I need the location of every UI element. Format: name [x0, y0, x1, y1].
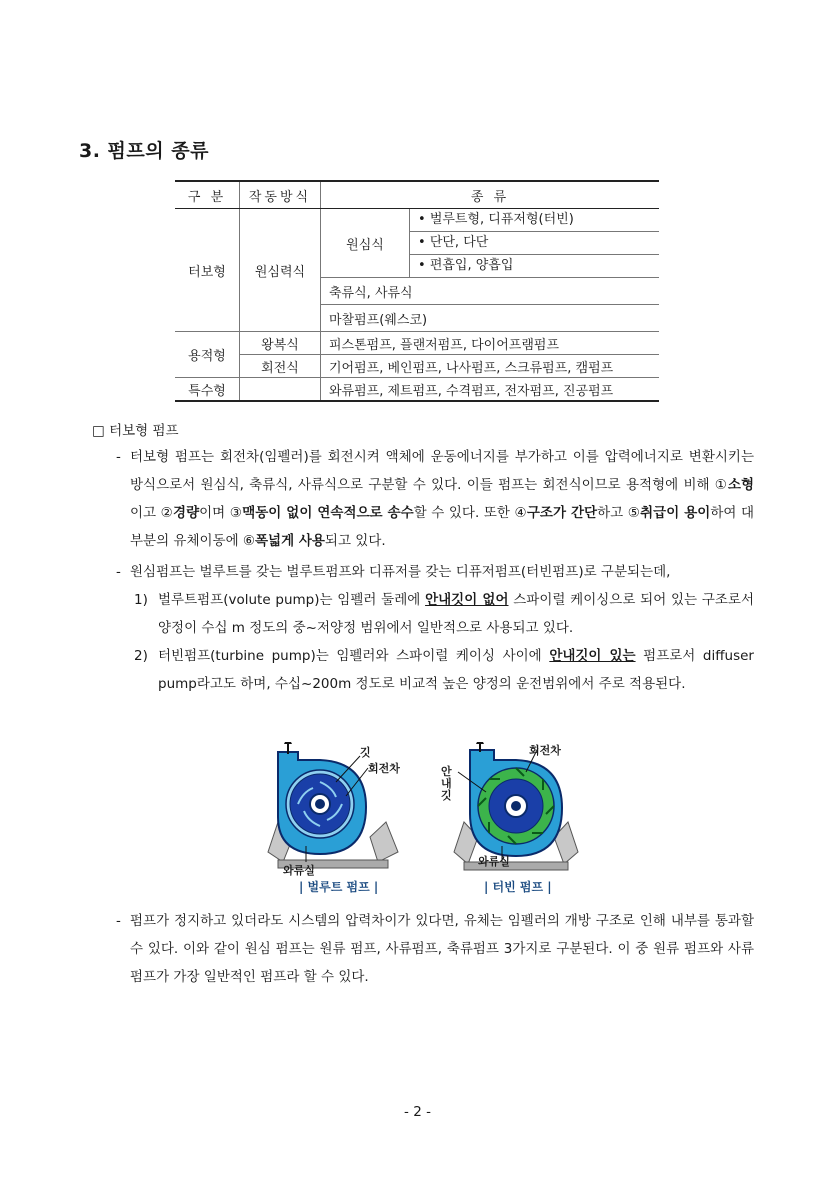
paragraph-turbo: 터보형 펌프는 회전차(임펠러)를 회전시켜 액체에 운동에너지를 부가하고 이를 압력에너지로 변환시키는 방식으로서 원심식, 축류식, 사류식으로 구분할 수 있다. 이들 펌프는 회전식이므로 용적형에 비해 ①소형이고 ②경량이며 ③맥동이 없이 연속적으로 송수할 수 있다. 또한 ④구조가 간단하고 ⑤취급이 용이하여 대부분의 유체이동에 ⑥폭넓게 사용되고 있다. [130, 449, 755, 549]
reciprocating-label: 왕복식 [240, 332, 321, 355]
turbo-group: 터보형 [175, 209, 240, 332]
bullet-row: • 편흡입, 양흡입 [410, 255, 660, 278]
page-number: - 2 - [404, 1104, 431, 1120]
dash-bullet: - [116, 564, 121, 580]
label-vane: 깃 [360, 746, 371, 759]
paragraph-summary: 펌프가 정지하고 있더라도 시스템의 압력차이가 있다면, 유체는 임펠러의 개방 구조로 인해 내부를 통과할 수 있다. 이와 같이 원심 펌프는 원류 펌프, 사류펌프, 축류펌프 3가지로 구분된다. 이 중 원류 펌프와 사류 펌프가 가장 일반적인 펌프라 할 수 있다. [130, 913, 754, 985]
item-number: 2) [134, 648, 148, 664]
item-number: 1) [134, 592, 148, 608]
caption-turbine: | 터빈 펌프 | [484, 880, 552, 894]
turbo-method: 원심력식 [240, 209, 321, 332]
label-turbine-casing: 와류실 [478, 855, 510, 868]
caption-volute: | 벌루트 펌프 | [299, 880, 379, 894]
rotary-types: 기어펌프, 베인펌프, 나사펌프, 스크류펌프, 캠펌프 [321, 355, 660, 378]
reciprocating-types: 피스톤펌프, 플랜저펌프, 다이어프램펌프 [321, 332, 660, 355]
axial-mixed-flow: 축류식, 사류식 [321, 278, 660, 305]
item-turbine: 터빈펌프(turbine pump)는 임펠러와 스파이럴 케이싱 사이에 안내깃이 있는 펌프로서 diffuser pump라고도 하며, 수십~200m 정도로 비교적 높은 양정의 운전범위에서 주로 적용된다. [158, 648, 754, 692]
paragraph-centrifugal: 원심펌프는 벌루트를 갖는 벌루트펌프와 디퓨저를 갖는 디퓨저펌프(터빈펌프)로 구분되는데, [130, 564, 671, 580]
label-impeller: 회전차 [368, 762, 400, 775]
positive-group: 용적형 [175, 332, 240, 378]
special-types: 와류펌프, 제트펌프, 수격펌프, 전자펌프, 진공펌프 [321, 378, 660, 402]
section-title: 3. 펌프의 종류 [79, 140, 209, 162]
label-volute-casing: 와류실 [283, 864, 315, 877]
subsection-heading: □ 터보형 펌프 [92, 423, 179, 439]
special-group: 특수형 [175, 378, 240, 402]
dash-bullet: - [116, 449, 121, 465]
centrifugal-label: 원심식 [321, 209, 410, 278]
label-guide-vane: 안내깃 [441, 765, 452, 802]
header-method: 작동방식 [240, 181, 321, 209]
bullet-row: • 벌루트형, 디퓨저형(터빈) [410, 209, 660, 232]
rotary-label: 회전식 [240, 355, 321, 378]
label-impeller: 회전차 [529, 744, 561, 757]
dash-bullet: - [116, 913, 121, 929]
pump-classification-table [175, 180, 659, 402]
bullet-row: • 단단, 다단 [410, 232, 660, 255]
header-types: 종 류 [321, 181, 660, 209]
header-category: 구 분 [175, 181, 240, 209]
turbine-pump-figure [446, 742, 586, 874]
item-volute: 벌루트펌프(volute pump)는 임펠러 둘레에 안내깃이 없어 스파이럴 케이싱으로 되어 있는 구조로서 양정이 수십 m 정도의 중~저양정 범위에서 일반적으로 사용되고 있다. [158, 592, 754, 636]
checkbox-icon: □ [92, 423, 105, 439]
friction-pump: 마찰펌프(웨스코) [321, 305, 660, 332]
